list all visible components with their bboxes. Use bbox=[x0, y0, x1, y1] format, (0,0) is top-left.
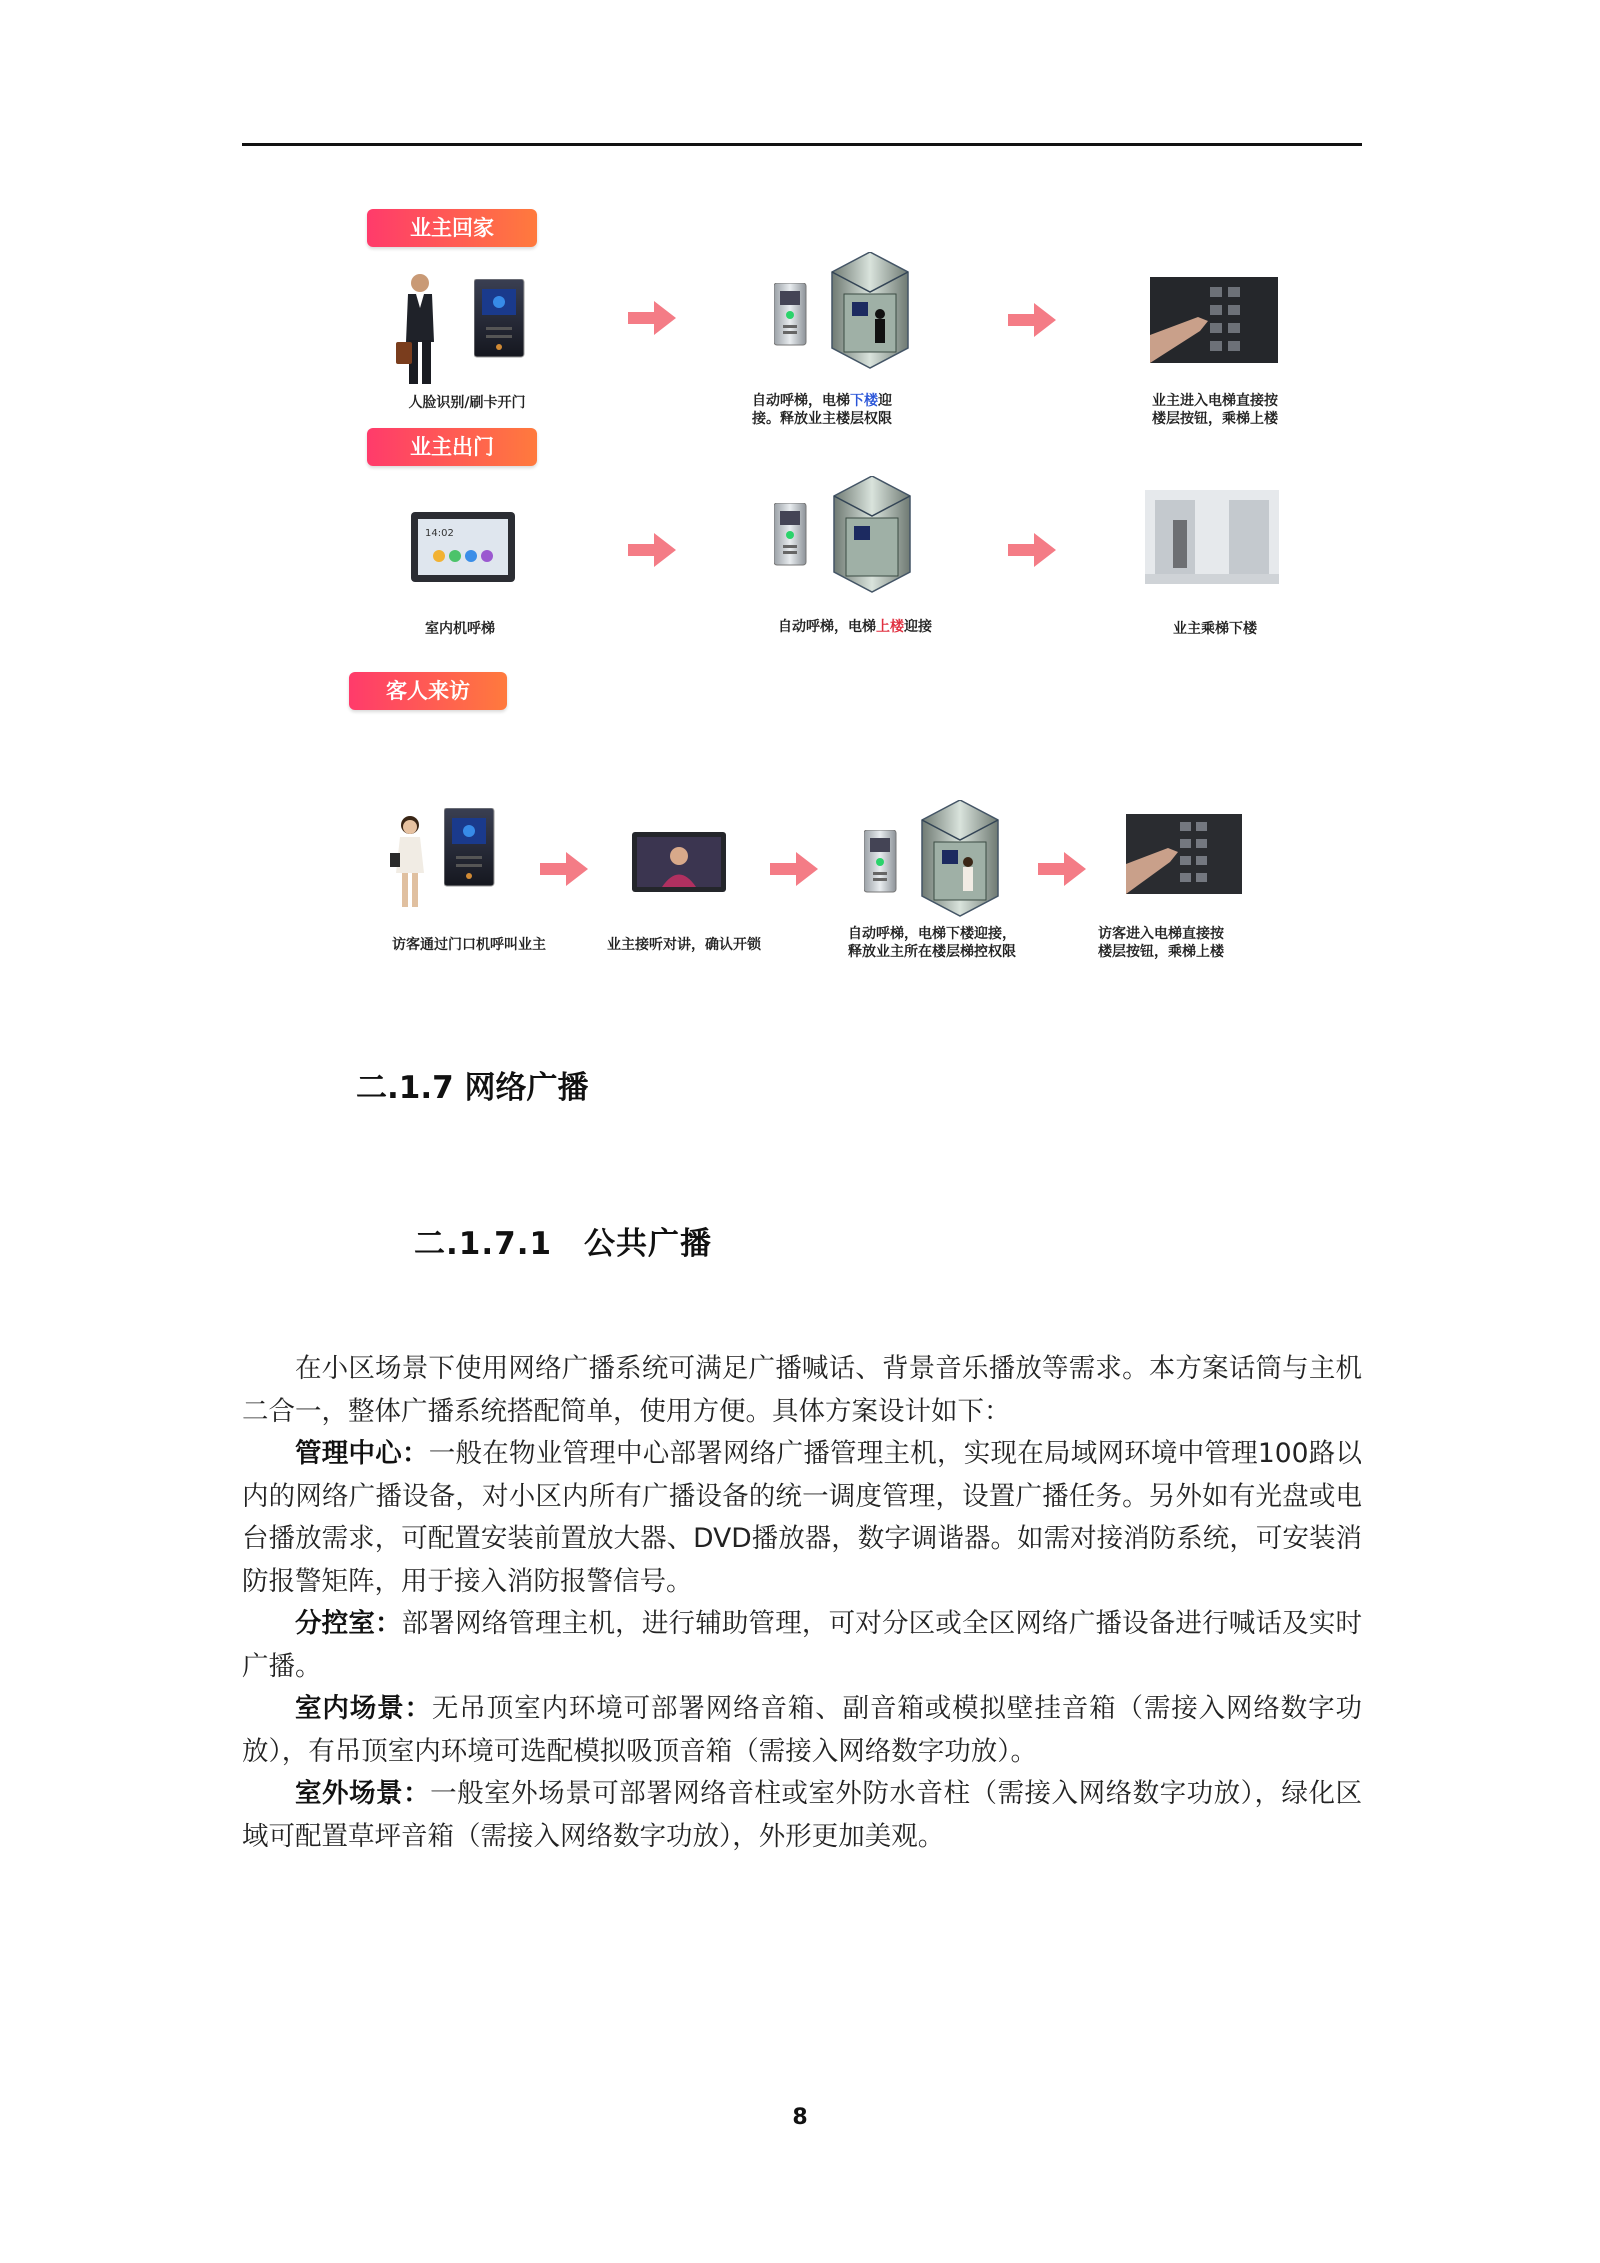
caption-press-floor: 业主进入电梯直接按 楼层按钮，乘梯上楼 bbox=[1152, 393, 1278, 427]
arrow-right-icon bbox=[1038, 852, 1086, 886]
caption-auto-call-down: 自动呼梯，电梯下楼迎 接。释放业主楼层权限 bbox=[752, 393, 892, 427]
arrow-right-icon bbox=[1008, 303, 1056, 337]
elevator-buttons-photo bbox=[1150, 277, 1278, 363]
subsection-heading: 二.1.7.1 公共广播 bbox=[414, 1226, 713, 1262]
caption-auto-call-release: 自动呼梯，电梯下楼迎接， 释放业主所在楼层梯控权限 bbox=[848, 926, 1016, 960]
door-intercom-panel-icon bbox=[444, 808, 496, 888]
scene-label-owner-home: 业主回家 bbox=[367, 209, 537, 247]
video-intercom-screen-icon bbox=[632, 832, 726, 892]
page-number: 8 bbox=[792, 2105, 808, 2130]
paragraph-indoor-scene: 室内场景：无吊顶室内环境可部署网络音箱、副音箱或模拟壁挂音箱（需接入网络数字功放），有吊顶室内环境可选配模拟吸顶音箱（需接入网络数字功放）。 bbox=[242, 1693, 1363, 1767]
person-with-briefcase-icon bbox=[396, 272, 442, 388]
caption-indoor-call: 室内机呼梯 bbox=[425, 621, 495, 637]
header-rule bbox=[242, 143, 1362, 146]
caption-owner-down: 业主乘梯下楼 bbox=[1173, 621, 1257, 637]
arrow-right-icon bbox=[628, 301, 676, 335]
elevator-car-icon bbox=[824, 476, 920, 594]
arrow-right-icon bbox=[770, 852, 818, 886]
caption-visitor-calls: 访客通过门口机呼叫业主 bbox=[392, 937, 546, 953]
section-heading: 二.1.7 网络广播 bbox=[356, 1070, 589, 1106]
paragraph-management-center: 管理中心：一般在物业管理中心部署网络广播管理主机，实现在局域网环境中管理100路以内的网络广播设备，对小区内所有广播设备的统一调度管理，设置广播任务。另外如有光盘或电台播放需求，可配置安装前置放大器、DVD播放器，数字调谐器。如需对接消防系统，可安装消防报警矩阵，用于接入消防报警信号。 bbox=[242, 1438, 1362, 1597]
elevator-lobby-photo bbox=[1145, 490, 1279, 584]
arrow-right-icon bbox=[540, 852, 588, 886]
elevator-car-icon bbox=[912, 800, 1008, 918]
body-text bbox=[242, 1348, 1362, 1858]
paragraph-intro: 在小区场景下使用网络广播系统可满足广播喊话、背景音乐播放等需求。本方案话筒与主机二合一，整体广播系统搭配简单，使用方便。具体方案设计如下： bbox=[242, 1353, 1362, 1427]
scene-label-owner-out: 业主出门 bbox=[367, 428, 537, 466]
monitor-time: 14:02 bbox=[425, 528, 454, 539]
elevator-car-icon bbox=[822, 252, 918, 370]
paragraph-sub-control: 分控室：部署网络管理主机，进行辅助管理，可对分区或全区网络广播设备进行喊话及实时广播。 bbox=[242, 1608, 1363, 1682]
woman-visitor-icon bbox=[390, 813, 426, 909]
call-panel-icon bbox=[774, 283, 808, 347]
elevator-buttons-photo bbox=[1126, 814, 1242, 894]
caption-auto-call-up: 自动呼梯，电梯上楼迎接 bbox=[778, 619, 932, 635]
indoor-monitor-icon bbox=[411, 512, 515, 582]
call-panel-icon bbox=[774, 503, 808, 567]
paragraph-outdoor-scene: 室外场景：一般室外场景可部署网络音柱或室外防水音柱（需接入网络数字功放），绿化区域可配置草坪音箱（需接入网络数字功放），外形更加美观。 bbox=[242, 1778, 1363, 1852]
caption-visitor-press-floor: 访客进入电梯直接按 楼层按钮，乘梯上楼 bbox=[1098, 926, 1224, 960]
caption-face-card-open: 人脸识别/刷卡开门 bbox=[408, 395, 526, 411]
call-panel-icon bbox=[864, 830, 898, 894]
door-intercom-panel-icon bbox=[474, 279, 526, 359]
arrow-right-icon bbox=[1008, 533, 1056, 567]
caption-answer-unlock: 业主接听对讲，确认开锁 bbox=[607, 937, 761, 953]
arrow-right-icon bbox=[628, 533, 676, 567]
scene-label-visitor: 客人来访 bbox=[349, 672, 507, 710]
